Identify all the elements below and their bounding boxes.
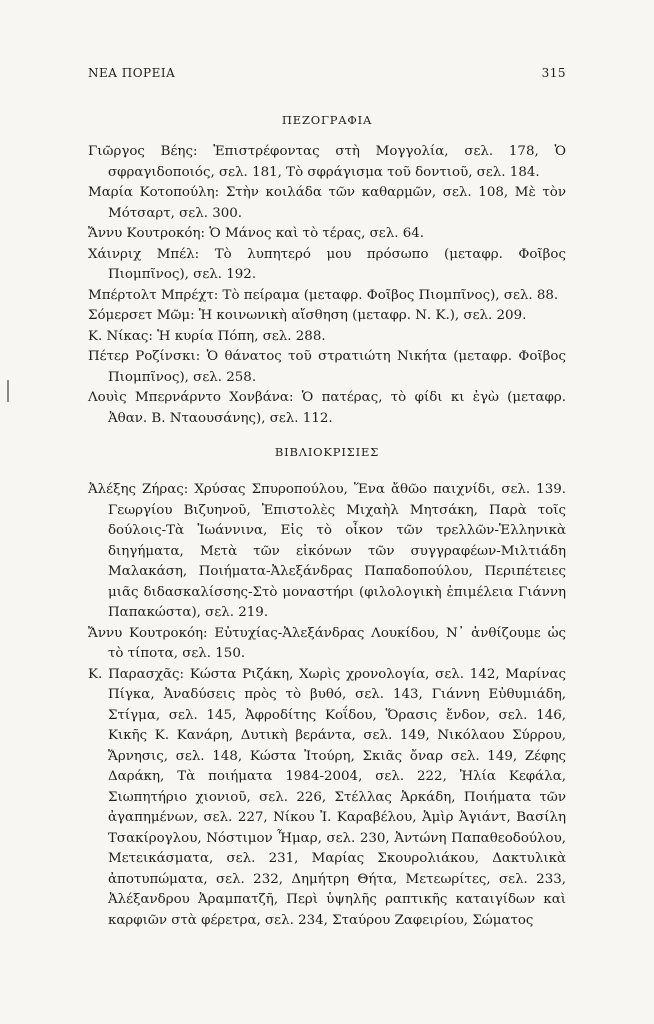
section-title-reviews: ΒΙΒΛΙΟΚΡΙΣΙΕΣ (274, 445, 380, 459)
prose-entry: Μαρία Κοτοπούλη: Στὴν κοιλάδα τῶν καθαρμῶν, σελ. 108, Μὲ τὸν Μότσαρτ, σελ. 300. (88, 185, 566, 221)
page-number: 315 (541, 66, 566, 80)
running-head (88, 66, 566, 80)
review-entry-list (88, 480, 566, 931)
section-title-prose: ΠΕΖΟΓΡΑΦΙΑ (281, 113, 373, 127)
prose-entry-list (88, 142, 566, 429)
scan-edge-mark (7, 380, 9, 402)
reviews-entry: Ἄννυ Κουτροκόη: Εὐτυχίας-Ἀλεξάνδρας Λουκίδου, Ν᾽ ἀνθίζουμε ὡς τὸ τίποτα, σελ. 150. (88, 625, 566, 661)
prose-entry: Μπέρτολτ Μπρέχτ: Τὸ πείραμα (μεταφρ. Φοῖβος Πιομπῖνος), σελ. 88. (88, 287, 559, 303)
prose-entry: Κ. Νίκας: Ἡ κυρία Πόπη, σελ. 288. (88, 328, 326, 344)
prose-entry: Πέτερ Ροζίνσκι: Ὁ θάνατος τοῦ στρατιώτη Νικήτα (μεταφρ. Φοῖβος Πιομπῖνος), σελ. 258. (88, 349, 566, 385)
prose-entry: Λουὶς Μπερνάρντο Χονβάνα: Ὁ πατέρας, τὸ φίδι κι ἐγὼ (μεταφρ. Ἀθαν. Β. Νταουσάνης), σελ. 112. (88, 390, 566, 426)
prose-entry: Γιῶργος Βέης: Ἐπιστρέφοντας στὴ Μογγολία, σελ. 178, Ὁ σφραγιδοποιός, σελ. 181, Τὸ σφράγισμα τοῦ δοντιοῦ, σελ. 184. (88, 144, 566, 180)
reviews-entry: Ἀλέξης Ζήρας: Χρύσας Σπυροπούλου, Ἕνα ἄθῶο παιχνίδι, σελ. 139. Γεωργίου Βιζυηνοῦ, Ἐπιστολὲς Μιχαὴλ Μητσάκη, Παρὰ τοῖς δούλοις-Τὰ Ἰωάννινα, Εἰς τὸ οἶκον τῶν τρελλῶν-Ἑλληνικὰ διηγήματα, Μετὰ τῶν εἰκόνων τῶν συγγραφέων-Μιλτιάδη Μαλακάση, Ποιήματα-Ἀλεξάνδρας Παπαδοπούλου, Περιπέτειες μιᾶς διδασκαλίσσης-Στὸ μοναστήρι (φιλολογικὴ ἐπιμέλεια Γιάννη Παπακώστα), σελ. 219. (88, 482, 566, 620)
prose-entry: Χάινριχ Μπέλ: Τὸ λυπητερό μου πρόσωπο (μεταφρ. Φοῖβος Πιομπῖνος), σελ. 192. (88, 246, 566, 282)
journal-title: ΝΕΑ ΠΟΡΕΙΑ (88, 66, 176, 80)
reviews-entry: Κ. Παρασχᾶς: Κώστα Ριζάκη, Χωρὶς χρονολογία, σελ. 142, Μαρίνας Πίγκα, Ἀναδύσεις πρὸς τὸ βυθό, σελ. 143, Γιάννη Εὐθυμιάδη, Στίγμα, σελ. 145, Ἀφροδίτης Κοΐδου, Ὅρασις ἔνδον, σελ. 146, Κικῆς Κ. Κανάρη, Δυτικὴ βεράντα, σελ. 149, Νικόλαου Σύρρου, Ἄρνησις, σελ. 148, Κώστα Ἰτούρη, Σκιᾶς ὄναρ σελ. 149, Ζέφης Δαράκη, Τὰ ποιήματα 1984-2004, σελ. 222, Ἠλία Κεφάλα, Σιωπητήριο χιονιοῦ, σελ. 226, Στέλλας Ἀρκάδη, Ποιήματα τῶν ἀγαπημένων, σελ. 227, Νίκου Ἰ. Καραβέλου, Ἀμὶρ Ἀγιάντ, Βασίλη Τσακίρογλου, Νόστιμον Ἦμαρ, σελ. 230, Ἀντώνη Παπαθεοδούλου, Μετεικάσματα, σελ. 231, Μαρίας Σκουρολιάκου, Δακτυλικὰ ἀποτυπώματα, σελ. 232, Δημήτρη Θήτα, Μετεωρίτες, σελ. 233, Ἀλέξανδρου Ἀραμπατζῆ, Περὶ ὑψηλῆς ραπτικῆς καταιγίδων καὶ καρφιῶν στὰ φέρετρα, σελ. 234, Σταύρου Ζαφειρίου, Σώματος (88, 666, 566, 928)
prose-entry: Ἄννυ Κουτροκόη: Ὁ Μάνος καὶ τὸ τέρας, σελ. 64. (88, 226, 425, 241)
prose-entry: Σόμερσετ Μῶμ: Ἡ κοινωνικὴ αἴσθηση (μεταφρ. Ν. Κ.), σελ. 209. (88, 308, 527, 323)
